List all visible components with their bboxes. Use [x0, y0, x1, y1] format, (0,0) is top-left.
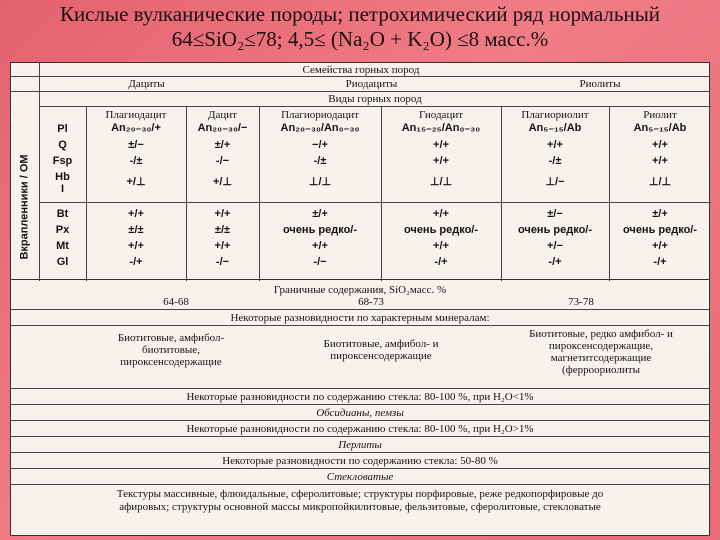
classification-table [10, 62, 710, 280]
type-name: Дацит [208, 109, 237, 121]
mineral-label: Gl [56, 256, 69, 268]
value-cell: +/+ [433, 139, 449, 151]
type-an: An₂₀₋₃₀/An₀₋₃₀ [280, 122, 360, 134]
mineral-label: Mt [56, 240, 69, 252]
value-cell: очень редко/- [517, 224, 593, 236]
value-cell: +/+ [433, 155, 449, 167]
type-an: An₅₋₁₅/Ab [528, 122, 582, 134]
type-an: An₅₋₁₅/Ab [633, 122, 687, 134]
value-cell: -/− [313, 256, 327, 268]
type-an: An₂₀₋₃₀/+ [111, 122, 161, 134]
slide-title [0, 2, 720, 52]
title-line-2: 64≤SiO₂≤78; 4,5≤ (Na₂O + K₂O) ≤8 масс.% [171, 27, 549, 51]
side-label: Вкрапленники / ОМ [19, 154, 32, 260]
value-cell: ⊥/⊥ [648, 176, 672, 188]
mineral-label: Hb I [55, 171, 70, 195]
value-cell: +/+ [652, 240, 668, 252]
glass-name-3: Стекловатые [326, 471, 394, 483]
value-cell: очень редко/- [282, 224, 358, 236]
type-name: Риолит [643, 109, 677, 121]
value-cell: -/+ [434, 256, 448, 268]
value-cell: ±/− [128, 139, 144, 151]
value-cell: -/+ [653, 256, 667, 268]
lower-section [10, 280, 710, 536]
value-cell: +/+ [652, 139, 668, 151]
mineral-label: Q [58, 139, 67, 151]
variety-rhyolites: Биотитовые, редко амфибол- и пироксенсодержащие, магнетитсодержащие (ферроориолиты [529, 328, 673, 376]
family-riodacites: Риодациты [345, 78, 398, 90]
mineral-label: Px [55, 224, 70, 236]
value-cell: очень редко/- [403, 224, 479, 236]
value-cell: -/+ [548, 256, 562, 268]
value-cell: +/+ [214, 208, 231, 220]
value-cell: +/⊥ [212, 176, 233, 188]
value-cell: +/+ [312, 240, 328, 252]
type-an: An₂₀₋₃₀/− [197, 122, 248, 134]
value-cell: +/+ [652, 155, 668, 167]
family-dacites: Дациты [128, 78, 165, 90]
value-cell: +/+ [128, 240, 144, 252]
value-cell: ±/± [128, 224, 144, 236]
textures-line-1: Текстуры массивные, флюидальные, сферолитовые; структуры порфировые, реже редкопорфировые до [116, 488, 604, 500]
value-cell: -/± [313, 155, 327, 167]
value-cell: -/− [215, 256, 230, 268]
type-name: Гиодацит [418, 109, 464, 121]
mineral-label: Bt [56, 208, 69, 220]
variety-riodacites: Биотитовые, амфибол- и пироксенсодержащие [323, 338, 439, 362]
glass-row-3: Некоторые разновидности по содержанию стекла: 50-80 % [222, 455, 498, 467]
limit-dacites: 64-68 [163, 296, 189, 308]
value-cell: +/+ [547, 139, 563, 151]
value-cell: ±/+ [652, 208, 668, 220]
value-cell: очень редко/- [622, 224, 698, 236]
value-cell: -/± [548, 155, 562, 167]
limit-rhyolites: 73-78 [568, 296, 594, 308]
variety-dacites: Биотитовые, амфибол- биотитовые, пироксенсодержащие [117, 332, 225, 368]
value-cell: +/+ [214, 240, 231, 252]
value-cell: +/+ [433, 208, 449, 220]
value-cell: ⊥/⊥ [429, 176, 453, 188]
rock-classification-sheet [10, 62, 710, 536]
limits-header: Граничные содержания, SiO₂масс. % [273, 284, 447, 296]
value-cell: ±/+ [312, 208, 328, 220]
value-cell: ⊥/− [545, 176, 565, 188]
value-cell: -/+ [129, 256, 143, 268]
value-cell: +/⊥ [126, 176, 146, 188]
value-cell: -/− [215, 155, 230, 167]
glass-name-1: Обсидианы, пемзы [316, 407, 404, 419]
type-name: Плагиориолит [521, 109, 589, 121]
value-cell: ±/± [214, 224, 231, 236]
glass-row-1: Некоторые разновидности по содержанию стекла: 80-100 %, при H₂O<1% [186, 391, 534, 403]
textures-line-2: афировых; структуры основной массы микропойкилитовые, фельзитовые, сферолитовые, стекловатые [119, 501, 601, 513]
family-rhyolites: Риолиты [579, 78, 621, 90]
value-cell: ⊥/⊥ [308, 176, 332, 188]
glass-name-2: Перлиты [338, 439, 382, 451]
glass-row-2: Некоторые разновидности по содержанию стекла: 80-100 %, при H₂O>1% [186, 423, 534, 435]
title-line-1: Кислые вулканические породы; петрохимический ряд нормальный [59, 2, 661, 26]
limit-riodacites: 68-73 [358, 296, 384, 308]
type-an: An₁₅₋₂₅/An₀₋₃₀ [401, 122, 481, 134]
families-header: Семейства горных пород [302, 64, 420, 76]
value-cell: ±/+ [214, 139, 231, 151]
value-cell: +/− [547, 240, 563, 252]
type-name: Плагиориодацит [281, 109, 359, 121]
value-cell: ±/− [547, 208, 563, 220]
mineral-label: Fsp [52, 155, 73, 167]
value-cell: +/+ [128, 208, 144, 220]
value-cell: -/± [129, 155, 143, 167]
value-cell: +/+ [433, 240, 449, 252]
varieties-header: Некоторые разновидности по характерным минералам: [230, 312, 490, 324]
value-cell: −/+ [312, 139, 328, 151]
types-header: Виды горных пород [328, 93, 422, 105]
type-name: Плагиодацит [105, 109, 167, 121]
mineral-label: Pl [57, 123, 68, 135]
